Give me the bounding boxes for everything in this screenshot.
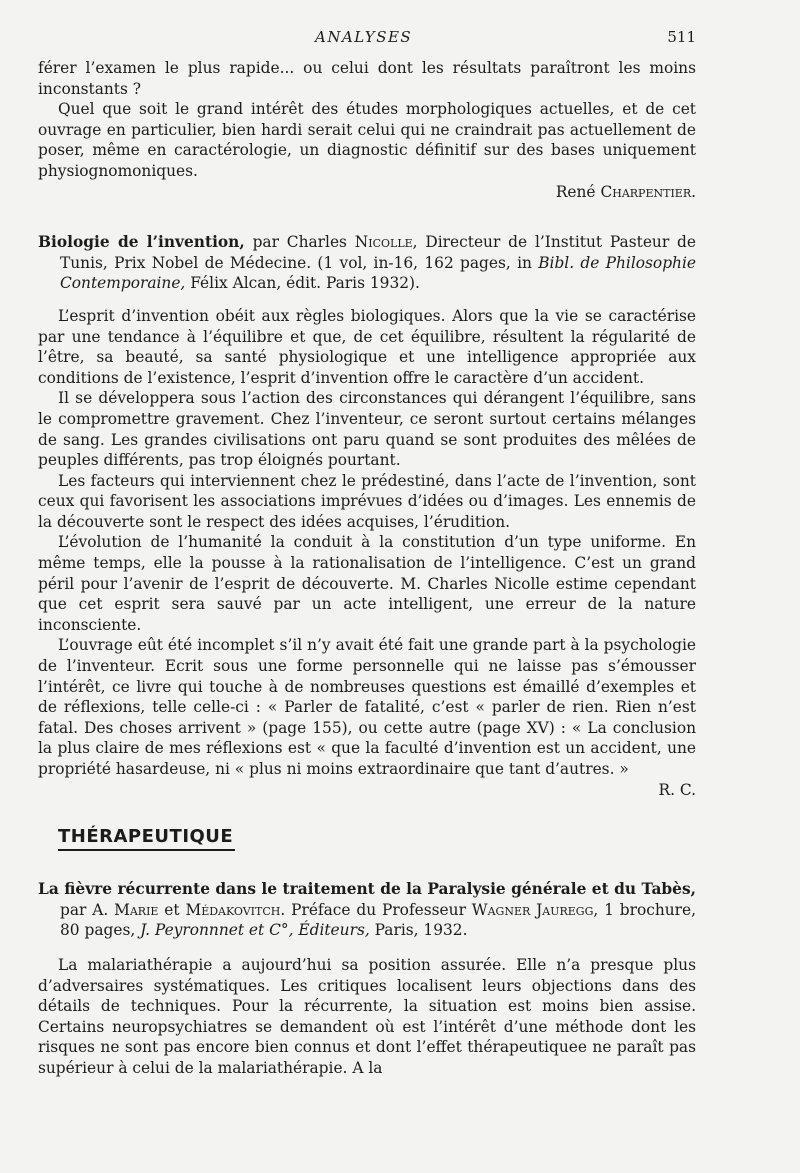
paragraph: L’ouvrage eût été incomplet s’il n’y avait été fait une grande part à la psychologie de l’inventeur. Ecrit sous une forme personnelle qui ne laisse pas s’émousser l’intérêt, ce livre qui touche à de nombreuses questions est émaillé d’exemples et de réflexions, telle celle-ci : « Parler de fatalité, c’est « parler de rien. Rien n’est fatal. Des choses arrivent » (page 155), ou cette autre (page XV) : « La conclusion la plus claire de mes réflexions est « que la faculté d’invention est un accident, une propriété hasardeuse, ni « plus ni moins extraordinaire que tant d’autres. » bbox=[38, 636, 696, 778]
entry-text: et bbox=[158, 900, 186, 919]
paragraph: La malariathérapie a aujourd’hui sa position assurée. Elle n’a presque plus d’adversaires systématiques. Les critiques localisent leurs objections dans des détails de techniques. Pour la récurrente, la situation est moins bien assise. Certains neuropsychiatres se demandent où est l’intérêt d’une méthode dont les risques ne sont pas encore bien connus et dont l’effet thérapeutiquee ne paraît pas supérieur à celui de la malariathérapie. A la bbox=[38, 955, 696, 1077]
bibliographic-entry bbox=[38, 879, 696, 941]
book-title: Biologie de l’invention, bbox=[38, 233, 245, 252]
section-heading-wrap bbox=[38, 826, 696, 851]
signature-last-name: Charpentier. bbox=[600, 182, 696, 201]
journal-page bbox=[38, 28, 696, 1079]
entry-details: 1 brochure, 80 pages, bbox=[60, 900, 697, 940]
entry-text: par Charles bbox=[244, 233, 355, 252]
signature: R. C. bbox=[658, 780, 696, 799]
review-1 bbox=[38, 58, 696, 202]
book-publisher: J. Peyronnnet et C°, Éditeurs, bbox=[140, 921, 370, 940]
entry-text: par A. bbox=[60, 900, 115, 919]
paragraph: férer l’examen le plus rapide... ou celui dont les résultats paraîtront les moins inconstants ? bbox=[38, 59, 696, 98]
signature-first-name: René bbox=[555, 182, 596, 201]
entry-place: Paris, 1932. bbox=[369, 921, 468, 940]
review-3 bbox=[38, 879, 696, 1078]
bibliographic-entry bbox=[38, 232, 696, 294]
preface-author: Wagner Jauregg, bbox=[471, 900, 599, 919]
paragraph: Il se développera sous l’action des circonstances qui dérangent l’équilibre, sans le compromettre gravement. Chez l’inventeur, ce seront surtout certains mélanges de sang. Les grandes civilisations ont paru quand se sont produites des mêlées de peuples différents, pas trop éloignés pourtant. bbox=[38, 389, 696, 470]
paragraph: L’évolution de l’humanité la conduit à la constitution d’un type uniforme. En même temps, elle la pousse à la rationalisation de l’intelligence. C’est un grand péril pour l’avenir de l’esprit de découverte. M. Charles Nicolle estime cependant que cet esprit sera sauvé par un acte intelligent, une erreur de la nature inconsciente. bbox=[38, 533, 696, 634]
running-title: ANALYSES bbox=[315, 28, 413, 46]
signature bbox=[38, 182, 696, 203]
book-author-1: Marie bbox=[114, 900, 159, 919]
book-publisher: Félix Alcan, édit. Paris 1932). bbox=[185, 274, 420, 293]
entry-details: Directeur de l’Institut Pasteur de Tunis, Prix Nobel de Médecine. (1 vol, in-16, 162 pages, in bbox=[60, 233, 696, 272]
section-heading: THÉRAPEUTIQUE bbox=[58, 826, 235, 851]
page-number: 511 bbox=[667, 28, 696, 46]
paragraph: Quel que soit le grand intérêt des études morphologiques actuelles, et de cet ouvrage en particulier, bien hardi serait celui qui ne craindrait pas actuellement de poser, même en caractérologie, un diagnostic définitif sur des bases uniquement physiognomoniques. bbox=[38, 100, 696, 180]
entry-text: Préface du Professeur bbox=[285, 900, 472, 919]
paragraph: L’esprit d’invention obéit aux règles biologiques. Alors que la vie se caractérise par une tendance à l’équilibre et que, de cet équilibre, résultent la régularité de l’être, sa beauté, sa santé physiologique et une intelligence appropriée aux conditions de l’existence, l’esprit d’invention offre le caractère d’un accident. bbox=[38, 306, 696, 387]
running-head bbox=[38, 28, 696, 58]
book-author-2: Médakovitch. bbox=[185, 900, 286, 919]
book-author: Nicolle, bbox=[354, 233, 418, 252]
book-series: Bibl. de Philosophie Contemporaine, bbox=[60, 253, 696, 293]
review-2 bbox=[38, 232, 696, 800]
paragraph: Les facteurs qui interviennent chez le prédestiné, dans l’acte de l’invention, sont ceux qui favorisent les associations imprévues d’idées ou d’images. Les ennemis de la découverte sont le respect des idées acquises, l’érudition. bbox=[38, 471, 696, 531]
book-title: La fièvre récurrente dans le traitement de la Paralysie générale et du Tabès, bbox=[38, 880, 696, 899]
